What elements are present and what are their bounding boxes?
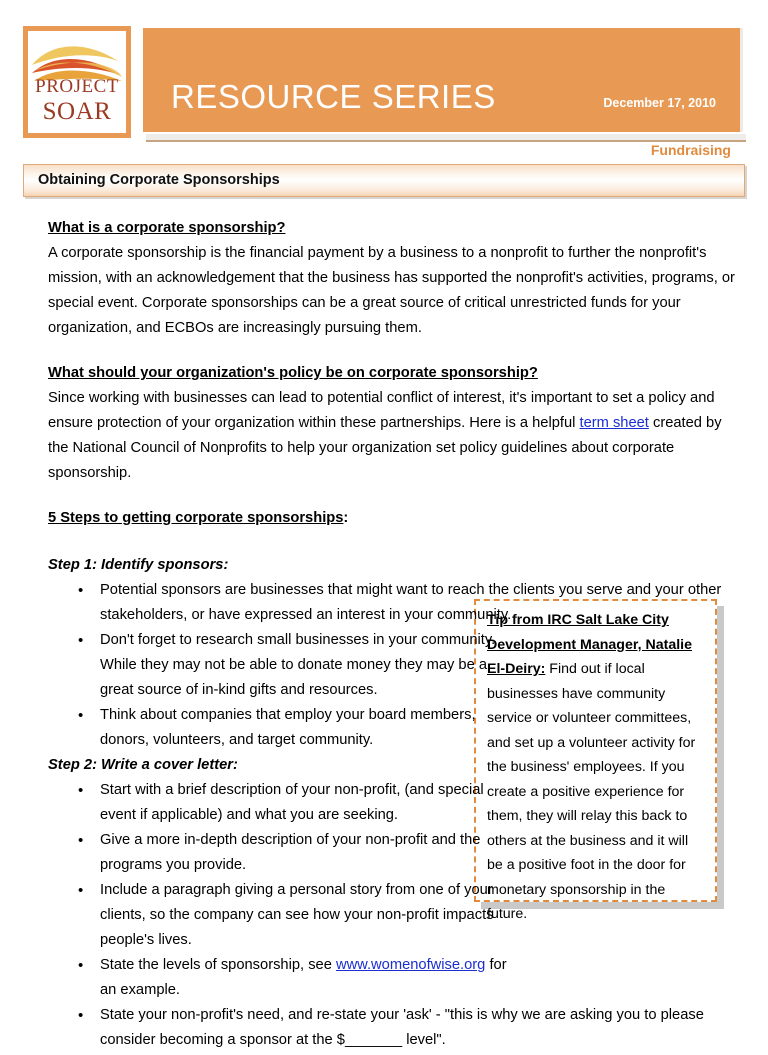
section-2-text-before-link: Since working with businesses can lead to potential conflict of interest, it's important to set a policy and ensure protection of your organization within these partnerships. Here is a helpful	[48, 390, 715, 431]
womenofwise-link[interactable]: www.womenofwise.org	[335, 957, 486, 973]
list-item: • State your non-profit's need, and re-state your 'ask' - "this is why we are asking you to please consider becoming a sponsor at the $_______ level".	[100, 1003, 738, 1053]
banner-shadow	[146, 134, 746, 142]
step-2-block	[48, 753, 738, 1053]
section-2-body	[48, 386, 738, 486]
tip-box-title: Tip from IRC Salt Lake City Development Manager, Natalie El-Deiry:	[487, 612, 692, 677]
list-item: • Don't forget to research small businesses in your community. While they may not be able to donate money they may be a great source of in-kind gifts and resources.	[100, 628, 518, 703]
step-2-bullet-list	[48, 778, 738, 1053]
tip-box-body: Find out if local businesses have community service or volunteer committees, and set up a volunteer activity for the business' employees. If you create a positive experience for them, they will relay this back to others at the business and it will be a positive foot in the door for monetary sponsorship in the future.	[487, 661, 696, 922]
list-item: • Give a more in-depth description of your non-profit and the programs you provide.	[100, 828, 518, 878]
page-header	[0, 0, 768, 158]
steps-heading	[48, 506, 738, 531]
logo-line-1: PROJECT	[35, 76, 119, 97]
step-1-block	[48, 553, 738, 753]
step-1-label: Step 1: Identify sponsors:	[48, 557, 229, 573]
section-2-text-after-link: created by the National Council of Nonprofits to help your organization set policy guidelines about corporate sponsorship.	[48, 415, 722, 481]
step-1-bullet-list	[48, 578, 738, 753]
project-soar-logo	[23, 26, 131, 138]
document-body	[48, 216, 738, 1053]
steps-heading-underlined: 5 Steps to getting corporate sponsorships	[48, 510, 344, 526]
bullet-text-after-link: for an example.	[100, 957, 507, 998]
term-sheet-link[interactable]: term sheet	[579, 415, 649, 431]
bullet-text-before-link: State the levels of sponsorship, see	[100, 957, 336, 973]
section-1-body: A corporate sponsorship is the financial payment by a business to a nonprofit to further the nonprofit's mission, with an acknowledgement that the business has supported the nonprofit's activities, programs, or special event. Corporate sponsorships can be a great source of critical unrestricted funds for your organization, and ECBOs are increasingly pursuing them.	[48, 245, 735, 336]
document-title-bar	[23, 164, 745, 197]
category-label: Fundraising	[650, 142, 731, 158]
steps-heading-colon: :	[343, 510, 349, 526]
step-2-label: Step 2: Write a cover letter:	[48, 757, 238, 773]
section-2-heading: What should your organization's policy be on corporate sponsorship?	[48, 365, 538, 381]
page-title: Obtaining Corporate Sponsorships	[38, 172, 280, 188]
section-1-heading: What is a corporate sponsorship?	[48, 220, 286, 236]
list-item: • Think about companies that employ your board members, donors, volunteers, and target community.	[100, 703, 518, 753]
list-item: • Potential sponsors are businesses that might want to reach the clients you serve and your other stakeholders, or have expressed an interest in your community.	[100, 578, 738, 628]
list-item-with-link	[100, 953, 518, 1003]
resource-series-banner	[143, 28, 743, 132]
banner-date: December 17, 2010	[603, 96, 716, 110]
section-policy	[48, 361, 738, 486]
list-item: • Include a paragraph giving a personal story from one of your clients, so the company can see how your non-profit impacts people's lives.	[100, 878, 518, 953]
section-what-is-sponsorship	[48, 216, 738, 341]
banner-title: RESOURCE SERIES	[171, 78, 496, 115]
list-item: • Start with a brief description of your non-profit, (and special event if applicable) and what you are seeking.	[100, 778, 518, 828]
logo-line-2: SOAR	[42, 98, 112, 125]
